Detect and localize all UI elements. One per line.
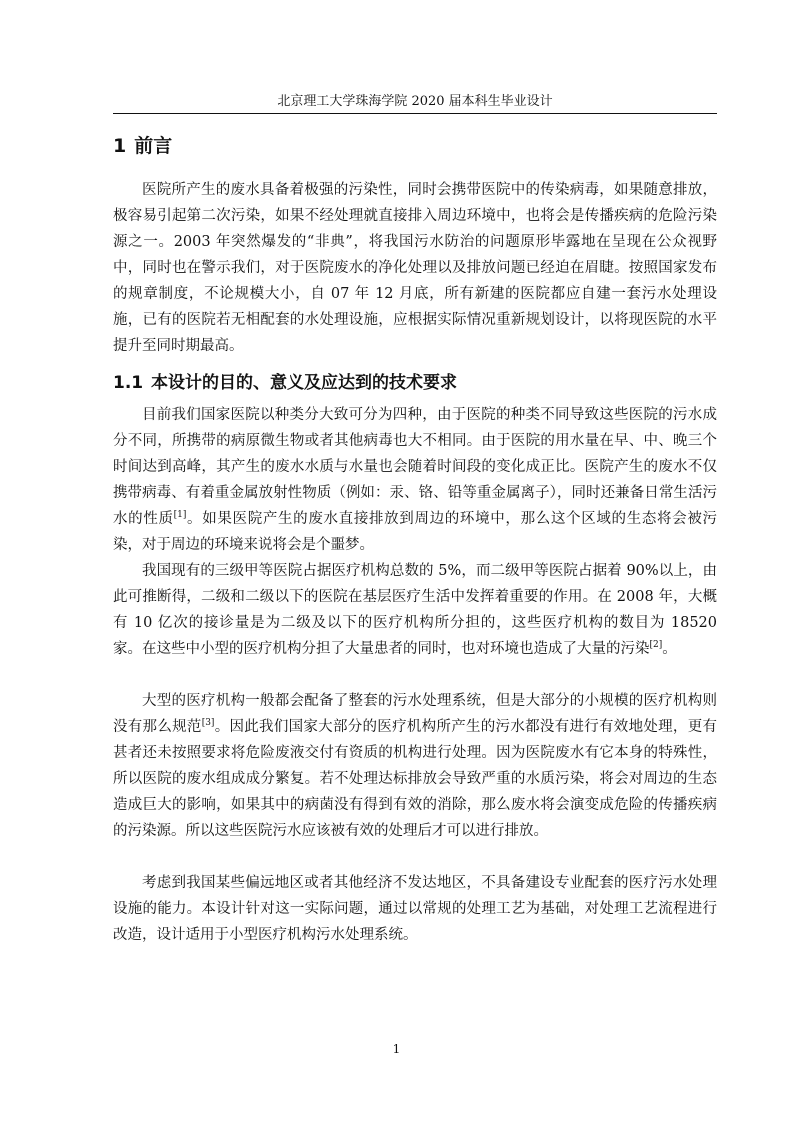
paragraph-text-continued: 。因此我们国家大部分的医疗机构所产生的污水都没有进行有效地处理，更有甚者还未按照要求将危险废液交付有资质的机构进行处理。因为医院废水有它本身的特殊性，所以医院的废水组成成分繁复。若不处理达标排放会导致严重的水质污染，将会对周边的生态造成巨大的影响，如果其中的病菌没有得到有效的消除，那么废水将会演变成危险的传播疾病的污染源。所以这些医院污水应该被有效的处理后才可以进行排放。 xyxy=(113,719,717,839)
body-paragraph-3 xyxy=(113,688,717,844)
section-title: 前言 xyxy=(134,135,173,157)
subsection-number: 1.1 xyxy=(113,373,144,393)
citation-ref: [2] xyxy=(649,640,663,651)
paragraph-text-continued: 。 xyxy=(662,641,677,657)
citation-ref: [1] xyxy=(173,510,187,521)
paragraph-text-continued: 。如果医院产生的废水直接排放到周边的环境中，那么这个区域的生态将会被污染，对于周边的环境来说将会是个噩梦。 xyxy=(113,511,717,553)
header-divider xyxy=(113,113,717,114)
paragraph-text: 我国现有的三级甲等医院占据医疗机构总数的 5%，而二级甲等医院占据着 90%以上，由此可推断得，二级和二级以下的医院在基层医疗生活中发挥着重要的作用。在 2008 年，大概有 10 亿次的接诊量是为二级及以下的医疗机构所分担的，这些医疗机构的数目为 18520 家。在这些中小型的医疗机构分担了大量患者的同时，也对环境也造成了大量的污染 xyxy=(113,563,717,657)
paragraph-text: 目前我们国家医院以种类分大致可分为四种，由于医院的种类不同导致这些医院的污水成分不同，所携带的病原微生物或者其他病毒也大不相同。由于医院的用水量在早、中、晚三个时间达到高峰，其产生的废水水质与水量也会随着时间段的变化成正比。医院产生的废水不仅携带病毒、有着重金属放射性物质（例如：汞、铬、铅等重金属离子），同时还兼备日常生活污水的性质 xyxy=(113,407,717,527)
subsection-title: 本设计的目的、意义及应达到的技术要求 xyxy=(151,373,458,393)
intro-paragraph: 医院所产生的废水具备着极强的污染性，同时会携带医院中的传染病毒，如果随意排放，极容易引起第二次污染，如果不经处理就直接排入周边环境中，也将会是传播疾病的危险污染源之一。2003 年突然爆发的“非典”，将我国污水防治的问题原形毕露地在呈现在公众视野中，同时也在警示我们，对于医院废水的净化处理以及排放问题已经迫在眉睫。按照国家发布的规章制度，不论规模大小，自 07 年 12 月底，所有新建的医院都应自建一套污水处理设施，已有的医院若无相配套的水处理设施，应根据实际情况重新规划设计，以将现医院的水平提升至同时期最高。 xyxy=(113,182,717,354)
body-paragraph-2 xyxy=(113,558,717,662)
page-number: 1 xyxy=(392,1042,401,1056)
page-header: 北京理工大学珠海学院 2020 届本科生毕业设计 xyxy=(277,94,553,109)
citation-ref: [3] xyxy=(201,718,215,729)
body-paragraph-1 xyxy=(113,402,717,558)
subsection-heading xyxy=(113,371,457,395)
section-number: 1 xyxy=(113,135,127,157)
paragraph-text: 大型的医疗机构一般都会配备了整套的污水处理系统，但是大部分的小规模的医疗机构则没有那么规范 xyxy=(113,693,717,735)
body-paragraph-4: 考虑到我国某些偏远地区或者其他经济不发达地区，不具备建设专业配套的医疗污水处理设施的能力。本设计针对这一实际问题，通过以常规的处理工艺为基础，对处理工艺流程进行改造，设计适用于小型医疗机构污水处理系统。 xyxy=(113,875,717,943)
section-heading xyxy=(113,133,172,159)
